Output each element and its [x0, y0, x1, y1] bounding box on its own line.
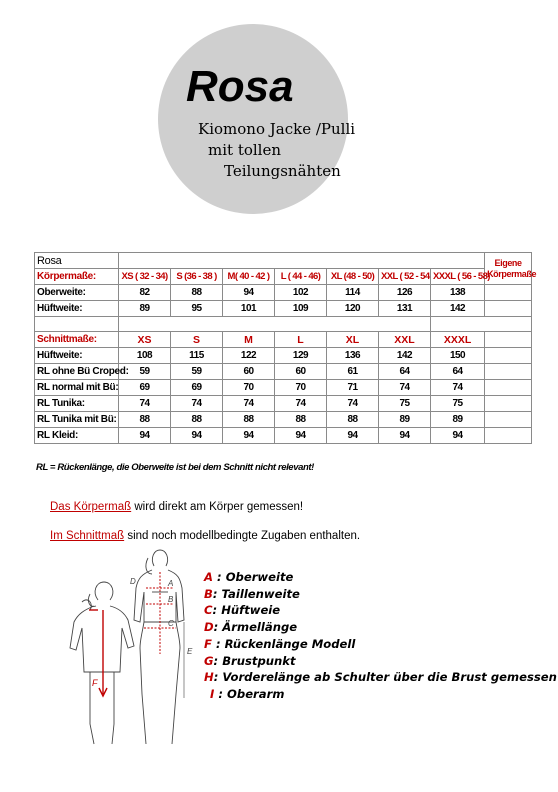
back-figure — [70, 582, 134, 744]
table-row: RL normal mit Bü: 69 69 70 70 71 74 74 — [35, 380, 532, 396]
figure-label-b: B — [168, 595, 174, 604]
figure-label-c: C — [168, 619, 174, 628]
legend-item: I : Oberarm — [210, 686, 285, 701]
size-header: M( 40 - 42 ) — [223, 269, 275, 285]
title-circle-background — [158, 24, 348, 214]
product-title: Rosa — [186, 62, 294, 111]
size-header: XXXL — [431, 332, 485, 348]
table-name-row — [35, 253, 532, 269]
legend-item: D: Ärmellänge — [204, 620, 298, 635]
size-header: S (36 - 38 ) — [171, 269, 223, 285]
body-section-label: Körpermaße: — [35, 269, 119, 285]
table-name: Rosa — [35, 253, 119, 269]
info-pattern-measure: Im Schnittmaß sind noch modellbedingte Zugaben enthalten. — [50, 530, 361, 542]
legend-item: F : Rückenlänge Modell — [204, 636, 356, 651]
table-row: Oberweite: 82 88 94 102 114 126 138 — [35, 285, 532, 301]
pattern-measure-highlight: Im Schnittmaß — [50, 530, 125, 542]
size-header: L ( 44 - 46) — [275, 269, 327, 285]
size-header: L — [275, 332, 327, 348]
measurement-figure — [60, 548, 200, 748]
body-size-header-row — [35, 269, 532, 285]
legend-item: B: Taillenweite — [204, 586, 300, 601]
legend-item: C: Hüftweie — [204, 603, 281, 618]
subtitle-line-2: mit tollen — [208, 141, 282, 159]
legend-item: A : Oberweite — [204, 570, 294, 584]
table-row: RL Tunika: 74 74 74 74 74 75 75 — [35, 396, 532, 412]
measurement-legend — [204, 569, 557, 703]
size-header: XS — [119, 332, 171, 348]
size-header: XXL ( 52 - 54 — [379, 269, 431, 285]
size-header: XXXL ( 56 - 58) — [431, 269, 485, 285]
figure-label-e: E — [187, 647, 193, 656]
size-header: M — [223, 332, 275, 348]
figure-label-d: D — [130, 577, 136, 586]
info-body-measure: Das Körpermaß wird direkt am Körper gemessen! — [50, 501, 304, 513]
pattern-size-header-row — [35, 332, 532, 348]
table-row: Hüftweite: 89 95 101 109 120 131 142 — [35, 301, 532, 317]
table-row: Hüftweite: 108 115 122 129 136 142 150 — [35, 348, 532, 364]
subtitle-line-3: Teilungsnähten — [224, 162, 341, 180]
table-spacer-row — [35, 317, 532, 332]
own-measure-input[interactable] — [485, 301, 532, 317]
size-table — [34, 252, 537, 444]
own-measure-input[interactable] — [485, 285, 532, 301]
table-footnote: RL = Rückenlänge, die Oberweite ist bei dem Schnitt nicht relevant! — [36, 462, 314, 473]
table-row: RL Kleid: 94 94 94 94 94 94 94 — [35, 428, 532, 444]
size-header: XL (48 - 50) — [327, 269, 379, 285]
legend-item: H: Vorderelänge ab Schulter über die Brust gemessen — [204, 670, 557, 685]
legend-item: G: Brustpunkt — [204, 653, 296, 668]
size-header: S — [171, 332, 223, 348]
size-header: XL — [327, 332, 379, 348]
figure-label-a: A — [168, 579, 174, 588]
table-row: RL Tunika mit Bü: 88 88 88 88 88 89 89 — [35, 412, 532, 428]
subtitle-line-1: Kiomono Jacke /Pulli — [198, 120, 356, 138]
front-figure — [134, 550, 184, 744]
size-header: XXL — [379, 332, 431, 348]
pattern-section-label: Schnittmaße: — [35, 332, 119, 348]
own-measure-header: Eigene Körpermaße — [485, 253, 532, 285]
figure-label-f: F — [92, 678, 98, 688]
size-header: XS ( 32 - 34) — [119, 269, 171, 285]
table-row: RL ohne Bü Croped: 59 59 60 60 61 64 64 — [35, 364, 532, 380]
body-measure-highlight: Das Körpermaß — [50, 501, 132, 513]
